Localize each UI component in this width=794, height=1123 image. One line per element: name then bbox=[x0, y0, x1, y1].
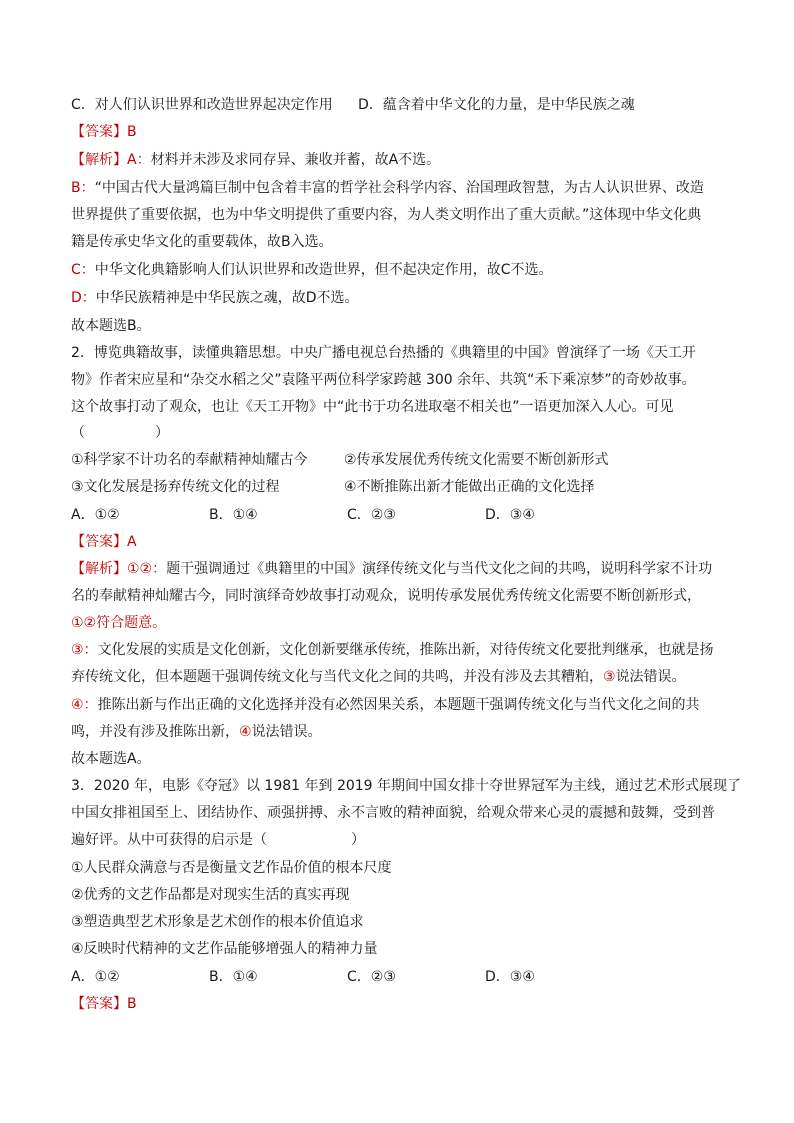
answer-tag: 【答案】 bbox=[71, 124, 127, 140]
q2-item-1: ①科学家不计功名的奉献精神灿耀古今 bbox=[71, 452, 308, 468]
analysis-mark: ③ bbox=[603, 669, 616, 685]
q2-item-2: ②传承发展优秀传统文化需要不断创新形式 bbox=[344, 452, 609, 468]
analysis-tag: 【解析】 bbox=[71, 152, 127, 168]
q2-choice-d: D．③④ bbox=[485, 507, 535, 523]
q2-stem-line3: 这个故事打动了观众，也让《天工开物》中“此书于功名进取毫不相关也”一语更加深入人心。可见 bbox=[71, 399, 674, 415]
q2-answer bbox=[71, 532, 731, 552]
q2-analysis-12-line1 bbox=[71, 559, 731, 579]
analysis-text: 中华文化典籍影响人们认识世界和改造世界，但不起决定作用，故C不选。 bbox=[94, 262, 553, 278]
answer-tag: 【答案】 bbox=[71, 996, 127, 1012]
q3-choice-b: B．①④ bbox=[209, 969, 258, 985]
q1-option-d: D．蕴含着中华文化的力量，是中华民族之魂 bbox=[358, 97, 635, 113]
analysis-text: 中华民族精神是中华民族之魂，故D不选。 bbox=[95, 290, 359, 306]
q1-option-c: C．对人们认识世界和改造世界起决定作用 bbox=[71, 97, 333, 113]
q2-analysis-4-line1 bbox=[71, 695, 731, 715]
analysis-text: 题干强调通过《典籍里的中国》演绎传统文化与当代文化之间的共鸣，说明科学家不计功 bbox=[166, 561, 713, 577]
q2-analysis-4-line2 bbox=[71, 722, 731, 742]
q2-item-3: ③文化发展是扬弃传统文化的过程 bbox=[71, 479, 280, 495]
analysis-prefix: ④： bbox=[71, 697, 98, 713]
q2-analysis-12-line2: 名的奉献精神灿耀古今，同时演绎奇妙故事打动观众，说明传承发展优秀传统文化需要不断创新形式， bbox=[71, 588, 701, 604]
analysis-prefix: D： bbox=[71, 290, 96, 306]
analysis-text: 鸣，并没有涉及推陈出新， bbox=[71, 724, 239, 740]
q1-analysis-b-line1 bbox=[71, 178, 731, 198]
analysis-text: 说法错误。 bbox=[615, 669, 686, 685]
q2-stem-line2: 物》作者宋应星和“杂交水稻之父”袁隆平两位科学家跨越 300 余年、共筑“禾下乘凉梦”的奇妙故事。 bbox=[71, 372, 696, 388]
q3-item-2: ②优秀的文艺作品都是对现实生活的真实再现 bbox=[71, 887, 350, 903]
q2-analysis-12-line3: ①②符合题意。 bbox=[71, 615, 167, 631]
analysis-text: 文化发展的实质是文化创新，文化创新要继承传统，推陈出新，对待传统文化要批判继承，也就是扬 bbox=[97, 642, 714, 658]
q1-analysis-c bbox=[71, 260, 731, 280]
analysis-text: 弃传统文化，但本题题干强调传统文化与当代文化之间的共鸣，并没有涉及去其糟粕， bbox=[71, 669, 603, 685]
q1-conclusion: 故本题选B。 bbox=[71, 318, 151, 334]
q2-analysis-3-line1 bbox=[71, 640, 731, 660]
answer-value: A bbox=[127, 534, 137, 550]
q2-choice-a: A．①② bbox=[71, 507, 120, 523]
q2-answer-blank: （ ） bbox=[71, 425, 169, 441]
analysis-text: 说法错误。 bbox=[251, 724, 322, 740]
q2-analysis-3-line2 bbox=[71, 667, 731, 687]
q1-analysis-b-line3: 籍是传承史华文化的重要载体，故B入选。 bbox=[71, 234, 333, 250]
q1-options-cd bbox=[71, 95, 731, 115]
analysis-text: 推陈出新与作出正确的文化选择并没有必然因果关系，本题题干强调传统文化与当代文化之间的共 bbox=[97, 697, 700, 713]
q1-analysis-a bbox=[71, 150, 731, 170]
analysis-prefix: B： bbox=[71, 180, 95, 196]
q3-stem-line3: 遍好评。从中可获得的启示是（ ） bbox=[71, 832, 365, 848]
answer-value: B bbox=[127, 996, 137, 1012]
q2-conclusion: 故本题选A。 bbox=[71, 751, 151, 767]
analysis-prefix: ①②： bbox=[127, 561, 167, 577]
analysis-tag: 【解析】 bbox=[71, 561, 127, 577]
analysis-prefix: C： bbox=[71, 262, 95, 278]
q3-choice-a: A．①② bbox=[71, 969, 120, 985]
q1-answer bbox=[71, 122, 731, 142]
q2-items-34 bbox=[71, 477, 731, 497]
answer-tag: 【答案】 bbox=[71, 534, 127, 550]
answer-value: B bbox=[127, 124, 137, 140]
q3-choices bbox=[71, 967, 731, 987]
q2-choices bbox=[71, 505, 731, 525]
q3-item-1: ①人民群众满意与否是衡量文艺作品价值的根本尺度 bbox=[71, 860, 392, 876]
analysis-prefix: ③： bbox=[71, 642, 98, 658]
q3-choice-c: C．②③ bbox=[347, 969, 396, 985]
q2-choice-b: B．①④ bbox=[209, 507, 258, 523]
q3-item-4: ④反映时代精神的文艺作品能够增强人的精神力量 bbox=[71, 941, 378, 957]
analysis-prefix: A： bbox=[127, 152, 151, 168]
analysis-text: “中国古代大量鸿篇巨制中包含着丰富的哲学社会科学内容、治国理政智慧，为古人认识世界、改造 bbox=[94, 180, 704, 196]
q3-item-3: ③塑造典型艺术形象是艺术创作的根本价值追求 bbox=[71, 914, 364, 930]
q2-stem-line1: 2．博览典籍故事，读懂典籍思想。中央广播电视总台热播的《典籍里的中国》曾演绎了一场《天工开 bbox=[71, 345, 696, 361]
q2-item-4: ④不断推陈出新才能做出正确的文化选择 bbox=[344, 479, 595, 495]
analysis-text: 材料并未涉及求同存异、兼收并蓄，故A不选。 bbox=[150, 152, 441, 168]
q1-analysis-d bbox=[71, 288, 731, 308]
q1-analysis-b-line2: 世界提供了重要依据，也为中华文明提供了重要内容，为人类文明作出了重大贡献。”这体现中华文化典 bbox=[71, 207, 702, 223]
q3-stem-line2: 中国女排祖国至上、团结协作、顽强拼搏、永不言败的精神面貌，给观众带来心灵的震撼和鼓舞，受到普 bbox=[71, 805, 715, 821]
q2-items-12 bbox=[71, 450, 731, 470]
q3-answer bbox=[71, 994, 731, 1014]
q3-stem-line1: 3．2020 年，电影《夺冠》以 1981 年到 2019 年期间中国女排十夺世界冠军为主线，通过艺术形式展现了 bbox=[71, 778, 742, 794]
q3-choice-d: D．③④ bbox=[485, 969, 535, 985]
q2-choice-c: C．②③ bbox=[347, 507, 396, 523]
analysis-mark: ④ bbox=[239, 724, 252, 740]
